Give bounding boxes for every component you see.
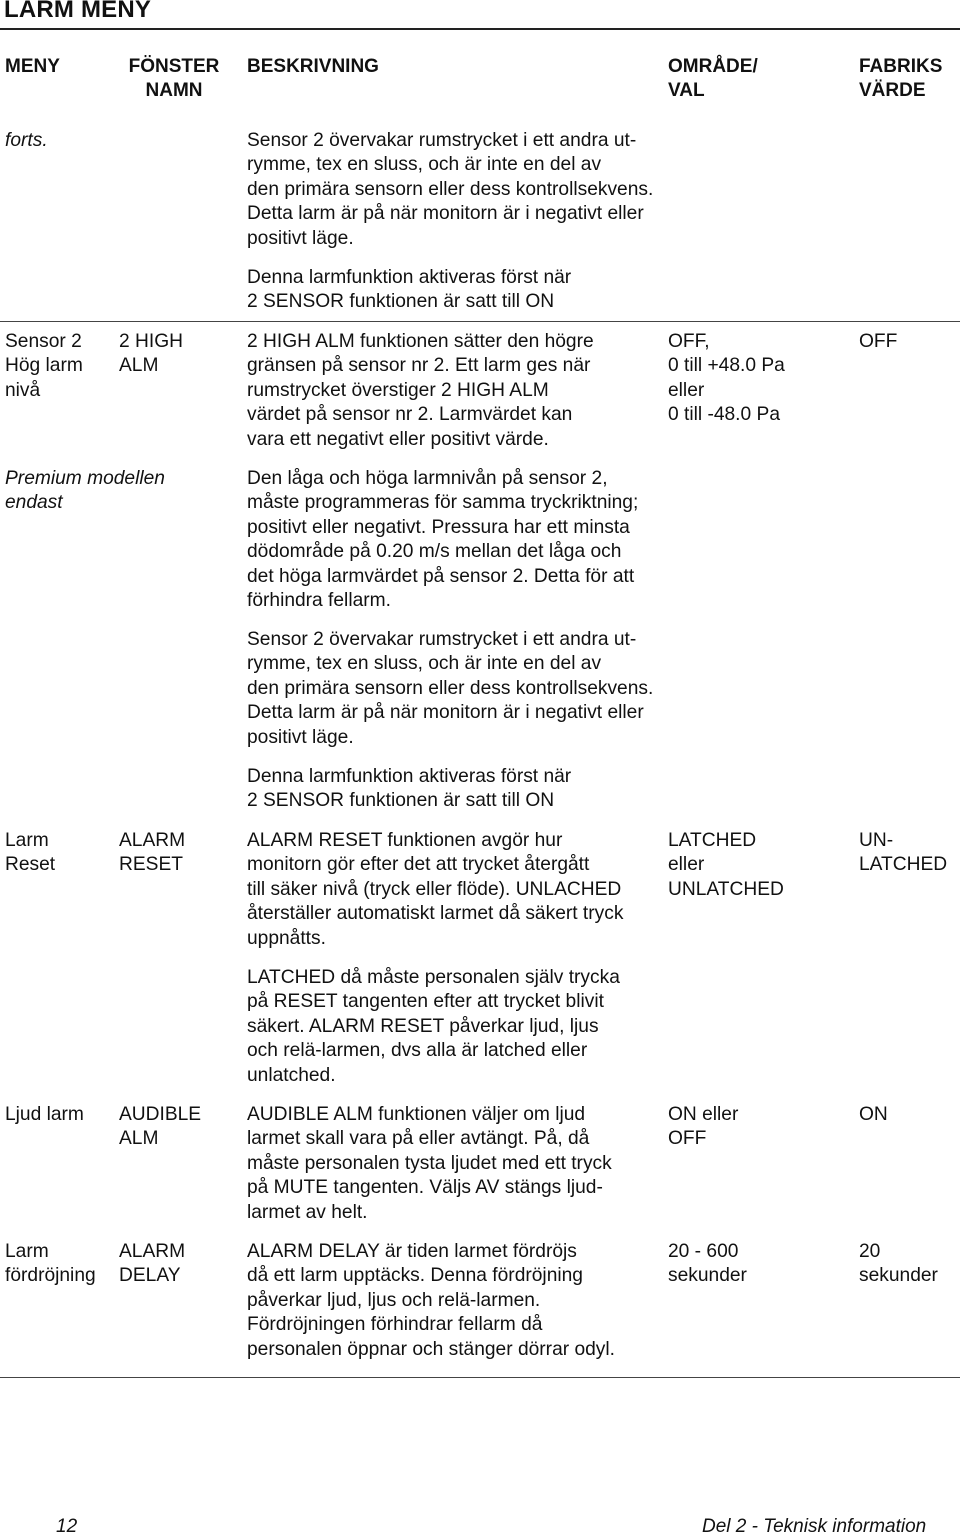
- premium-model-note: Premium modellen endast: [5, 468, 165, 514]
- row-high-default: OFF: [859, 331, 898, 352]
- row-reset-fonster: ALARM RESET: [119, 830, 186, 876]
- row-reset-latched-note: LATCHED då måste personalen själv trycka på RESET tangenten efter att trycket blivit säkert. ALARM RESET påverkar ljud, ljus och relä-larmen, dvs alla är latched eller unlatched.: [247, 967, 620, 1086]
- row-audible-description: AUDIBLE ALM funktionen väljer om ljud larmet skall vara på eller avtängt. På, då måste personalen tysta ljudet med ett tryck på MUTE tangenten. Väljs AV stängs ljud- larmet av helt.: [247, 1104, 612, 1223]
- row-audible-meny: Ljud larm: [5, 1104, 84, 1125]
- header-omrade-val: OMRÅDE/ VAL: [668, 56, 758, 101]
- header-fonster-namn: FÖNSTER NAMN: [128, 56, 220, 101]
- row-high-deadband-note: Den låga och höga larmnivån på sensor 2, måste programmeras för samma tryckriktning; positivt eller negativt. Pressura har ett minsta dödområde på 0.20 m/s mellan det låga och det höga larmvärdet på sensor 2. Detta för att förhindra fellarm.: [247, 468, 639, 612]
- row-delay-fonster: ALARM DELAY: [119, 1241, 186, 1287]
- row-high-meny: Sensor 2 Hög larm nivå: [5, 331, 83, 401]
- header-beskrivning: BESKRIVNING: [247, 56, 379, 77]
- header-fabriks-varde: FABRIKS VÄRDE: [859, 56, 943, 101]
- footer-section-title: Del 2 - Teknisk information: [702, 1516, 927, 1537]
- row-reset-default: UN- LATCHED: [859, 830, 948, 876]
- header-meny: MENY: [5, 56, 60, 77]
- row-divider: [0, 321, 960, 322]
- row-forts-description: Sensor 2 övervakar rumstrycket i ett andra ut- rymme, tex en sluss, och är inte en del av den primära sensorn eller dess kontrollsekvens. Detta larm är på när monitorn är i negativt eller positivt läge.: [247, 130, 654, 249]
- row-high-fonster: 2 HIGH ALM: [119, 331, 183, 377]
- row-reset-range: LATCHED eller UNLATCHED: [668, 830, 784, 900]
- row-high-activation-note: Denna larmfunktion aktiveras först när 2 SENSOR funktionen är satt till ON: [247, 766, 572, 812]
- row-forts-meny: forts.: [5, 130, 48, 151]
- title-rule: [0, 28, 960, 30]
- row-delay-default: 20 sekunder: [859, 1241, 938, 1287]
- table-bottom-rule: [0, 1377, 960, 1378]
- row-delay-meny: Larm fördröjning: [5, 1241, 96, 1287]
- row-audible-range: ON eller OFF: [668, 1104, 739, 1150]
- row-delay-range: 20 - 600 sekunder: [668, 1241, 747, 1287]
- row-high-sensor2-note: Sensor 2 övervakar rumstrycket i ett andra ut- rymme, tex en sluss, och är inte en del av den primära sensorn eller dess kontrollsekvens. Detta larm är på när monitorn är i negativt eller positivt läge.: [247, 629, 654, 748]
- row-reset-meny: Larm Reset: [5, 830, 56, 876]
- page-number: 12: [56, 1516, 78, 1537]
- page-title: LARM MENY: [4, 0, 152, 23]
- row-high-description: 2 HIGH ALM funktionen sätter den högre gränsen på sensor nr 2. Ett larm ges när rumstrycket överstiger 2 HIGH ALM värdet på sensor nr 2. Larmvärdet kan vara ett negativt eller positivt värde.: [247, 331, 594, 450]
- row-audible-fonster: AUDIBLE ALM: [119, 1104, 202, 1150]
- row-delay-description: ALARM DELAY är tiden larmet fördröjs då ett larm upptäcks. Denna fördröjning påverkar ljud, ljus och relä-larmen. Fördröjningen förhindrar fellarm då personalen öppnar och stänger dörrar odyl.: [247, 1241, 615, 1360]
- row-high-range: OFF, 0 till +48.0 Pa eller 0 till -48.0 Pa: [668, 331, 785, 426]
- row-audible-default: ON: [859, 1104, 888, 1125]
- row-reset-description: ALARM RESET funktionen avgör hur monitorn gör efter det att trycket återgått till säker nivå (tryck eller flöde). UNLACHED återställer automatiskt larmet då säkert tryck uppnåtts.: [247, 830, 624, 949]
- row-forts-activation-note: Denna larmfunktion aktiveras först när 2 SENSOR funktionen är satt till ON: [247, 267, 572, 313]
